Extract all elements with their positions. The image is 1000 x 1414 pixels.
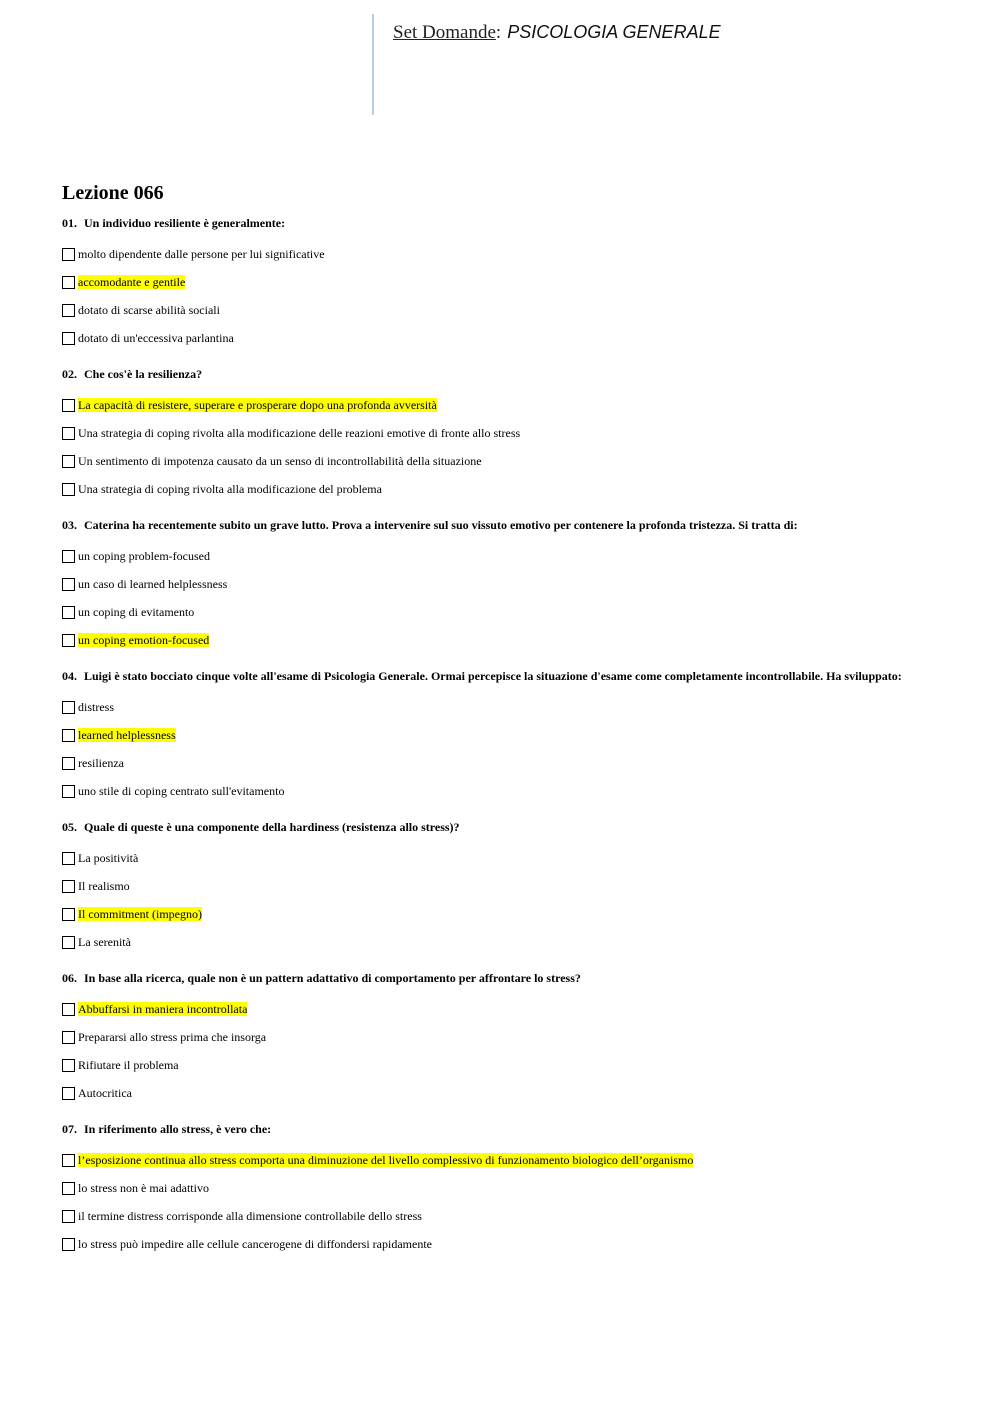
answer-checkbox[interactable]: [62, 1210, 75, 1223]
question-set: [62, 180, 942, 1274]
answer-option[interactable]: [62, 419, 942, 447]
answer-option[interactable]: [62, 391, 942, 419]
answer-option[interactable]: [62, 721, 942, 749]
answer-option[interactable]: [62, 542, 942, 570]
answer-label: molto dipendente dalle persone per lui significative: [78, 247, 325, 261]
question-prompt: Un individuo resiliente è generalmente:: [84, 216, 286, 230]
answer-checkbox[interactable]: [62, 936, 75, 949]
answer-option[interactable]: [62, 598, 942, 626]
answer-option[interactable]: [62, 749, 942, 777]
question-prompt: In base alla ricerca, quale non è un pattern adattativo di comportamento per affrontare lo stress?: [84, 971, 581, 985]
answer-checkbox[interactable]: [62, 701, 75, 714]
header-label: Set Domande: [393, 22, 496, 43]
answer-label: Autocritica: [78, 1086, 132, 1100]
answer-label: Una strategia di coping rivolta alla modificazione delle reazioni emotive di fronte allo stress: [78, 426, 521, 440]
answer-label: lo stress può impedire alle cellule cancerogene di diffondersi rapidamente: [78, 1237, 432, 1251]
answer-label: un coping di evitamento: [78, 605, 195, 619]
answer-checkbox[interactable]: [62, 729, 75, 742]
question-block: [62, 519, 942, 654]
question-number: 02.: [62, 367, 77, 381]
answer-option[interactable]: [62, 995, 942, 1023]
answer-label-correct: accomodante e gentile: [78, 275, 186, 289]
answer-option[interactable]: [62, 693, 942, 721]
question-block: [62, 217, 942, 352]
answer-option[interactable]: [62, 900, 942, 928]
answer-option[interactable]: [62, 1079, 942, 1107]
answer-checkbox[interactable]: [62, 304, 75, 317]
answer-checkbox[interactable]: [62, 634, 75, 647]
question-text: [62, 821, 942, 834]
question-text: [62, 670, 942, 683]
question-number: 03.: [62, 518, 77, 532]
answer-checkbox[interactable]: [62, 276, 75, 289]
question-number: 06.: [62, 971, 77, 985]
answer-checkbox[interactable]: [62, 852, 75, 865]
question-number: 04.: [62, 669, 77, 683]
answer-option[interactable]: [62, 844, 942, 872]
answer-label-correct: l’esposizione continua allo stress comporta una diminuzione del livello complessivo di funzionamento biologico dell’organismo: [78, 1153, 694, 1167]
answer-label: Il realismo: [78, 879, 130, 893]
answer-checkbox[interactable]: [62, 399, 75, 412]
header-subject: PSICOLOGIA GENERALE: [507, 22, 721, 42]
answer-label: La positività: [78, 851, 139, 865]
answer-option[interactable]: [62, 1146, 942, 1174]
answer-option[interactable]: [62, 626, 942, 654]
answer-label: distress: [78, 700, 114, 714]
answer-label-correct: La capacità di resistere, superare e prosperare dopo una profonda avversità: [78, 398, 437, 412]
answer-label: un caso di learned helplessness: [78, 577, 228, 591]
answer-checkbox[interactable]: [62, 880, 75, 893]
answer-checkbox[interactable]: [62, 1031, 75, 1044]
question-text: [62, 217, 942, 230]
answer-checkbox[interactable]: [62, 1154, 75, 1167]
answer-label-correct: learned helplessness: [78, 728, 176, 742]
question-number: 05.: [62, 820, 77, 834]
answer-option[interactable]: [62, 1051, 942, 1079]
answer-label: Un sentimento di impotenza causato da un senso di incontrollabilità della situazione: [78, 454, 482, 468]
question-block: [62, 670, 942, 805]
answer-checkbox[interactable]: [62, 248, 75, 261]
answer-label: Prepararsi allo stress prima che insorga: [78, 1030, 267, 1044]
question-text: [62, 519, 942, 532]
question-prompt: Luigi è stato bocciato cinque volte all'esame di Psicologia Generale. Ormai percepisce la situazione d'esame come completamente incontrollabile. Ha sviluppato:: [84, 669, 902, 683]
header-divider: [372, 14, 374, 115]
answer-option[interactable]: [62, 1023, 942, 1051]
answer-checkbox[interactable]: [62, 332, 75, 345]
answer-option[interactable]: [62, 928, 942, 956]
question-number: 07.: [62, 1122, 77, 1136]
lesson-title: Lezione 066: [62, 182, 164, 204]
answer-checkbox[interactable]: [62, 1087, 75, 1100]
answer-label: lo stress non è mai adattivo: [78, 1181, 209, 1195]
question-block: [62, 821, 942, 956]
answer-label: resilienza: [78, 756, 124, 770]
answer-label: uno stile di coping centrato sull'evitamento: [78, 784, 285, 798]
answer-option[interactable]: [62, 570, 942, 598]
answer-option[interactable]: [62, 1202, 942, 1230]
question-prompt: In riferimento allo stress, è vero che:: [84, 1122, 272, 1136]
answer-label: il termine distress corrisponde alla dimensione controllabile dello stress: [78, 1209, 422, 1223]
question-prompt: Caterina ha recentemente subito un grave lutto. Prova a intervenire sul suo vissuto emotivo per contenere la profonda tristezza. Si tratta di:: [84, 518, 798, 532]
answer-checkbox[interactable]: [62, 1059, 75, 1072]
answer-checkbox[interactable]: [62, 427, 75, 440]
answer-label-correct: Il commitment (impegno): [78, 907, 202, 921]
answer-checkbox[interactable]: [62, 908, 75, 921]
answer-checkbox[interactable]: [62, 483, 75, 496]
question-text: [62, 1123, 942, 1136]
document-header: [393, 22, 721, 44]
answer-option[interactable]: [62, 324, 942, 352]
header-colon: :: [495, 22, 502, 43]
answer-option[interactable]: [62, 1174, 942, 1202]
answer-label: Rifiutare il problema: [78, 1058, 179, 1072]
answer-option[interactable]: [62, 777, 942, 805]
answer-checkbox[interactable]: [62, 785, 75, 798]
question-text: [62, 368, 942, 381]
answer-option[interactable]: [62, 1230, 942, 1258]
question-block: [62, 1123, 942, 1258]
answer-option[interactable]: [62, 296, 942, 324]
answer-checkbox[interactable]: [62, 606, 75, 619]
answer-label-correct: un coping emotion-focused: [78, 633, 210, 647]
answer-label: dotato di scarse abilità sociali: [78, 303, 220, 317]
question-list: [62, 217, 942, 1258]
answer-checkbox[interactable]: [62, 1003, 75, 1016]
question-prompt: Quale di queste è una componente della hardiness (resistenza allo stress)?: [84, 820, 460, 834]
answer-checkbox[interactable]: [62, 1238, 75, 1251]
answer-option[interactable]: [62, 268, 942, 296]
answer-label: dotato di un'eccessiva parlantina: [78, 331, 234, 345]
question-prompt: Che cos'è la resilienza?: [84, 367, 203, 381]
question-number: 01.: [62, 216, 77, 230]
answer-option[interactable]: [62, 240, 942, 268]
answer-option[interactable]: [62, 872, 942, 900]
question-text: [62, 972, 942, 985]
answer-label: La serenità: [78, 935, 131, 949]
answer-checkbox[interactable]: [62, 1182, 75, 1195]
answer-checkbox[interactable]: [62, 757, 75, 770]
answer-label-correct: Abbuffarsi in maniera incontrollata: [78, 1002, 248, 1016]
answer-option[interactable]: [62, 447, 942, 475]
answer-option[interactable]: [62, 475, 942, 503]
answer-checkbox[interactable]: [62, 578, 75, 591]
answer-checkbox[interactable]: [62, 455, 75, 468]
answer-label: Una strategia di coping rivolta alla modificazione del problema: [78, 482, 382, 496]
answer-label: un coping problem-focused: [78, 549, 210, 563]
question-block: [62, 368, 942, 503]
question-block: [62, 972, 942, 1107]
answer-checkbox[interactable]: [62, 550, 75, 563]
